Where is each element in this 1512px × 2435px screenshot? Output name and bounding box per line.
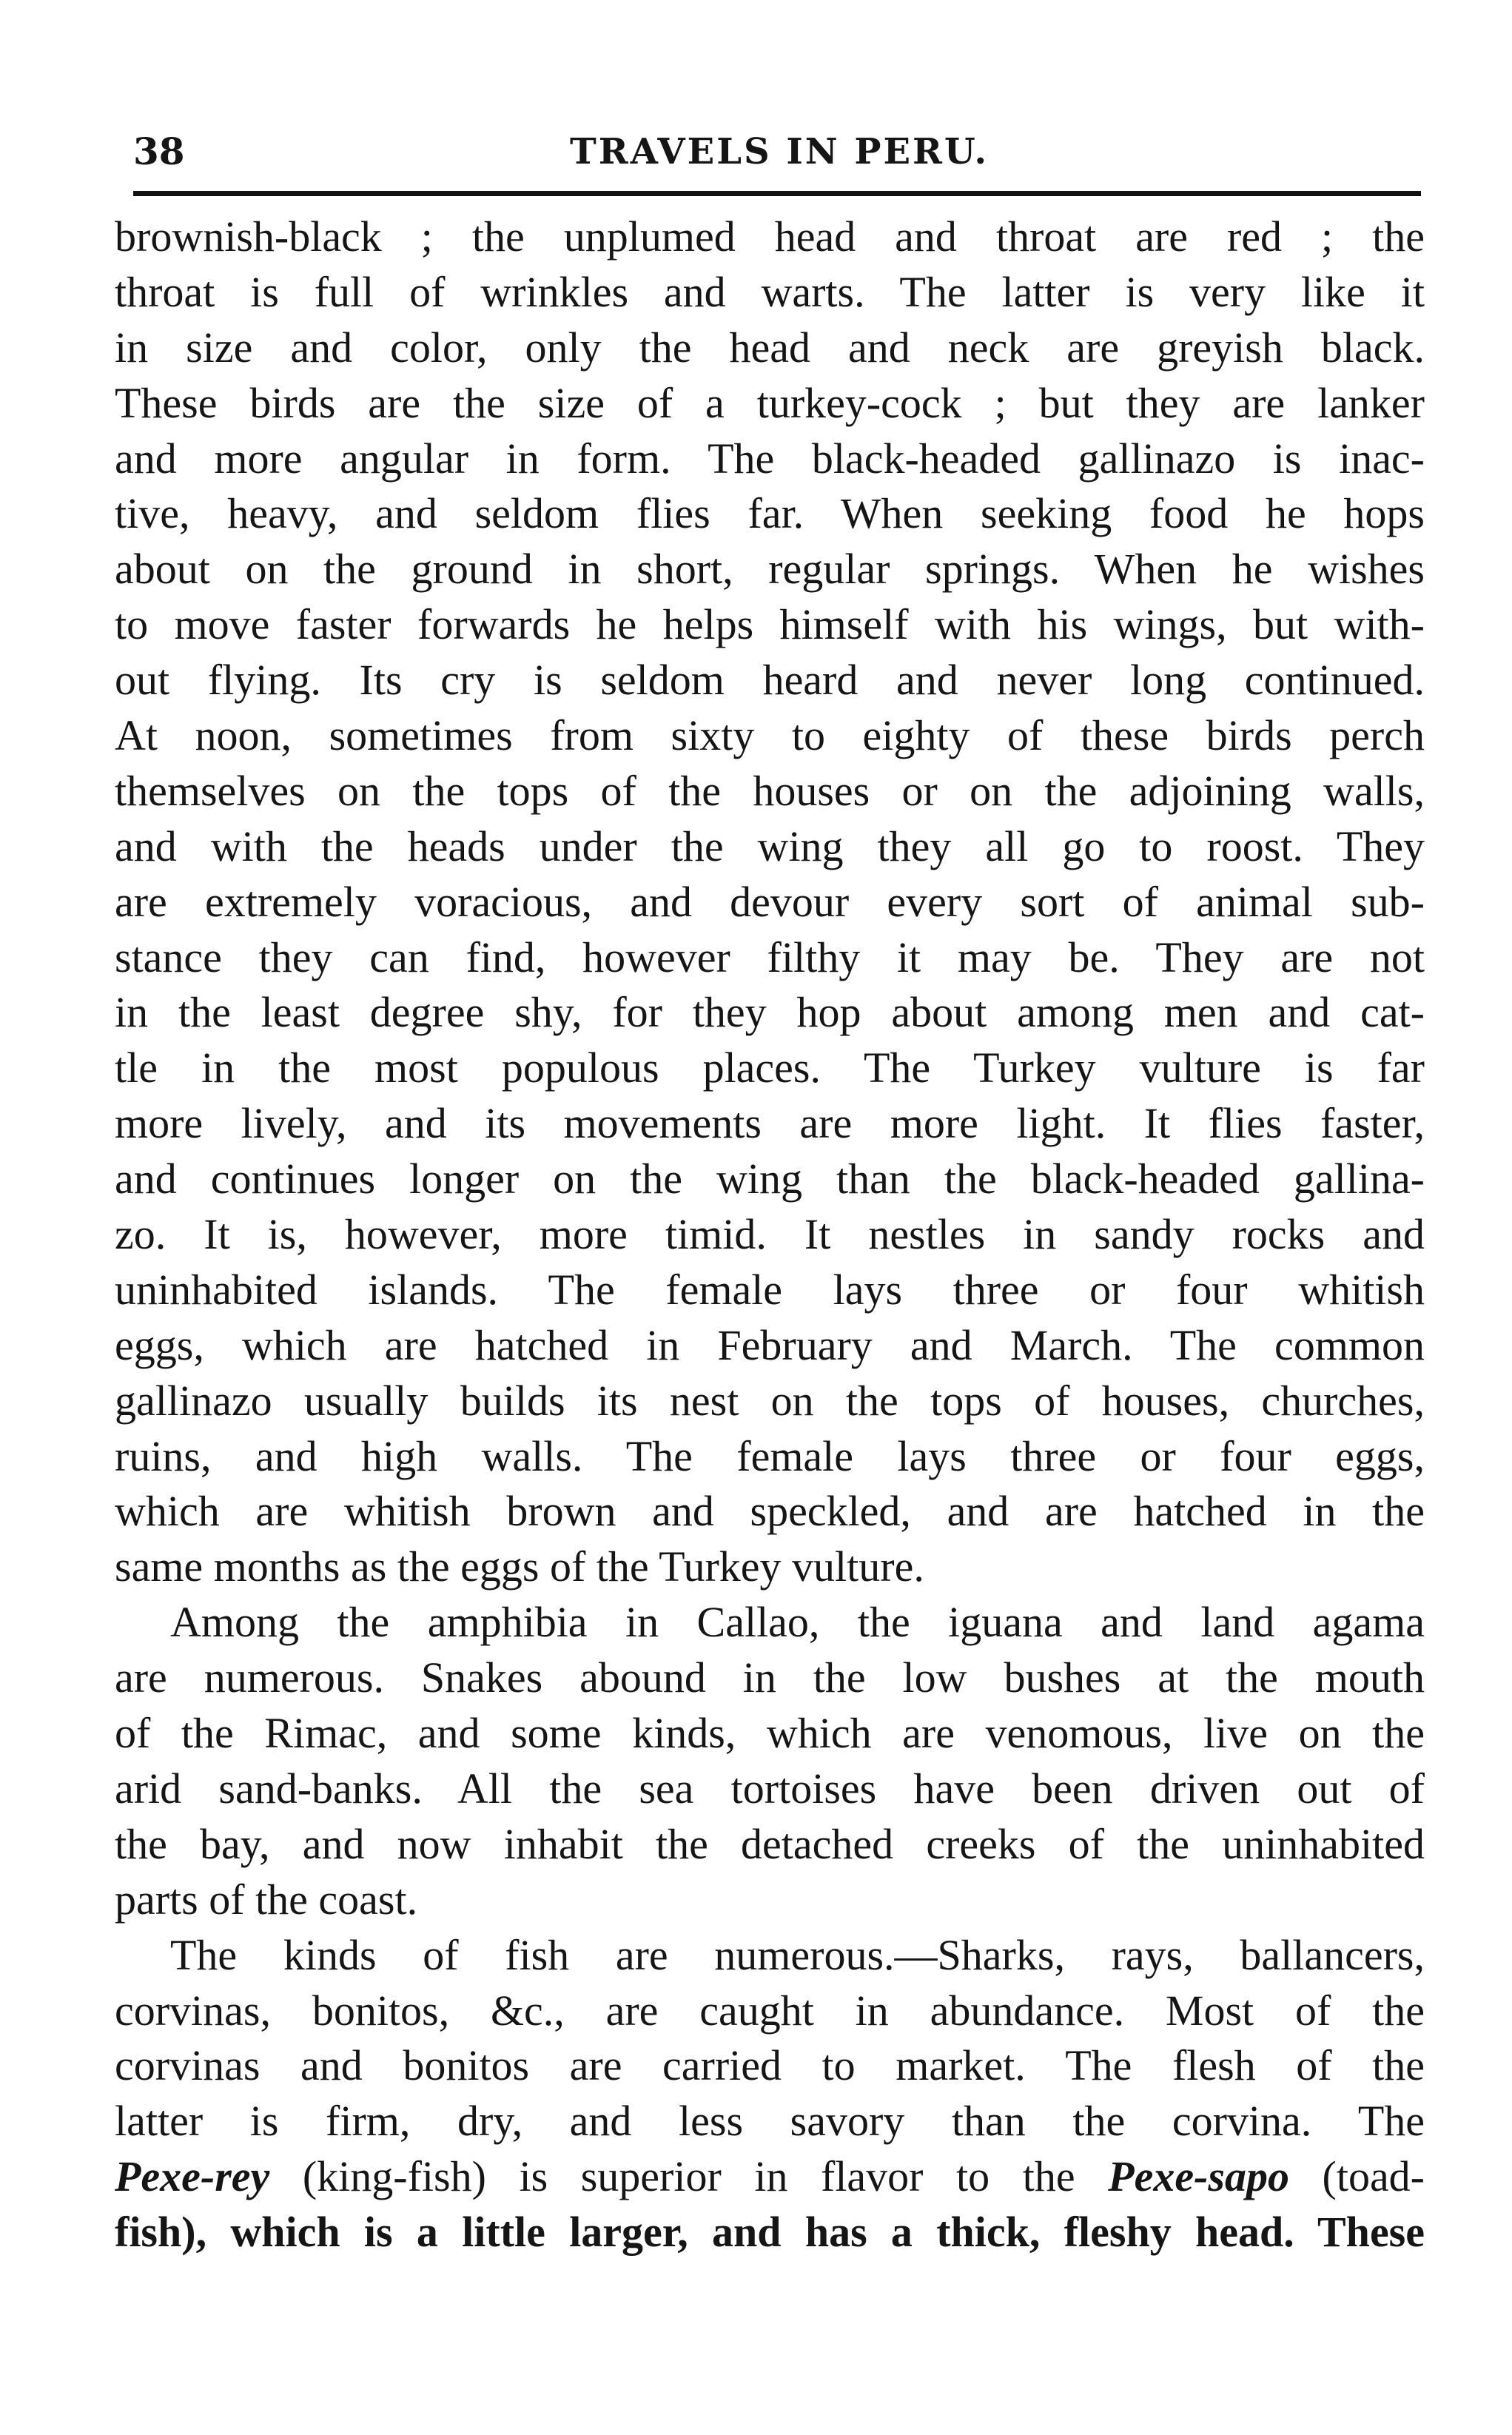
text-line: parts of the coast. — [115, 1875, 418, 1924]
text-line: fish), which is a little larger, and has a thick, fleshy head. These — [115, 2208, 1425, 2257]
text-line: ruins, and high walls. The female lays three or four eggs, — [115, 1431, 1425, 1480]
text-line: brownish-black ; the unplumed head and throat are red ; the — [115, 212, 1425, 261]
text-line: are extremely voracious, and devour every sort of animal sub- — [115, 877, 1425, 926]
text-line: latter is firm, dry, and less savory than the corvina. The — [115, 2097, 1425, 2146]
text-line: corvinas and bonitos are carried to market. The flesh of the — [115, 2041, 1425, 2090]
text-line: are numerous. Snakes abound in the low bushes at the mouth — [115, 1653, 1425, 1702]
text-line: same months as the eggs of the Turkey vulture. — [115, 1542, 924, 1591]
text-line: in size and color, only the head and neck are greyish black. — [115, 323, 1425, 372]
text-line: stance they can find, however filthy it may be. They are not — [115, 933, 1425, 981]
text-line-mixed — [115, 2149, 1425, 2205]
page-header — [133, 122, 1421, 181]
text-line: These birds are the size of a turkey-cock ; but they are lanker — [115, 378, 1425, 427]
text-line: uninhabited islands. The female lays three or four whitish — [115, 1265, 1425, 1314]
text-line: which are whitish brown and speckled, and are hatched in the — [115, 1487, 1425, 1536]
page-number: 38 — [133, 130, 185, 173]
text-line: and with the heads under the wing they all go to roost. They — [115, 822, 1425, 870]
text-line: the bay, and now inhabit the detached creeks of the uninhabited — [115, 1819, 1425, 1868]
text-line: arid sand-banks. All the sea tortoises have been driven out of — [115, 1764, 1425, 1813]
text-line: At noon, sometimes from sixty to eighty of these birds perch — [115, 711, 1425, 760]
text-line: and more angular in form. The black-headed gallinazo is inac- — [115, 434, 1425, 483]
fish-name-pexe-sapo: Pexe-sapo — [1108, 2152, 1289, 2201]
text-fragment: (toad- — [1288, 2152, 1425, 2201]
text-line: and continues longer on the wing than the black-headed gallina- — [115, 1155, 1425, 1203]
text-line: to move faster forwards he helps himself with his wings, but with- — [115, 600, 1425, 649]
running-head: TRAVELS IN PERU. — [570, 131, 989, 172]
text-line: in the least degree shy, for they hop about among men and cat- — [115, 988, 1425, 1037]
header-rule — [133, 191, 1421, 196]
text-line: themselves on the tops of the houses or on the adjoining walls, — [115, 766, 1425, 815]
fish-name-pexe-rey: Pexe-rey — [115, 2152, 270, 2201]
text-line: out flying. Its cry is seldom heard and never long continued. — [115, 656, 1425, 705]
text-line: more lively, and its movements are more light. It flies faster, — [115, 1099, 1425, 1148]
text-line: The kinds of fish are numerous.—Sharks, rays, ballancers, — [170, 1930, 1425, 1979]
body-text — [115, 209, 1425, 2260]
text-fragment: (king-fish) is superior in flavor to the — [269, 2152, 1109, 2201]
text-line: about on the ground in short, regular springs. When he wishes — [115, 545, 1425, 594]
text-line: tle in the most populous places. The Turkey vulture is far — [115, 1044, 1425, 1092]
text-line: corvinas, bonitos, &c., are caught in abundance. Most of the — [115, 1986, 1425, 2035]
text-line: eggs, which are hatched in February and March. The common — [115, 1320, 1425, 1369]
text-line: of the Rimac, and some kinds, which are venomous, live on the — [115, 1709, 1425, 1758]
text-line: gallinazo usually builds its nest on the tops of houses, churches, — [115, 1376, 1425, 1425]
text-line: zo. It is, however, more timid. It nestles in sandy rocks and — [115, 1210, 1425, 1259]
text-line: throat is full of wrinkles and warts. The latter is very like it — [115, 267, 1425, 316]
text-line: tive, heavy, and seldom flies far. When seeking food he hops — [115, 489, 1425, 538]
text-line: Among the amphibia in Callao, the iguana and land agama — [170, 1598, 1425, 1647]
